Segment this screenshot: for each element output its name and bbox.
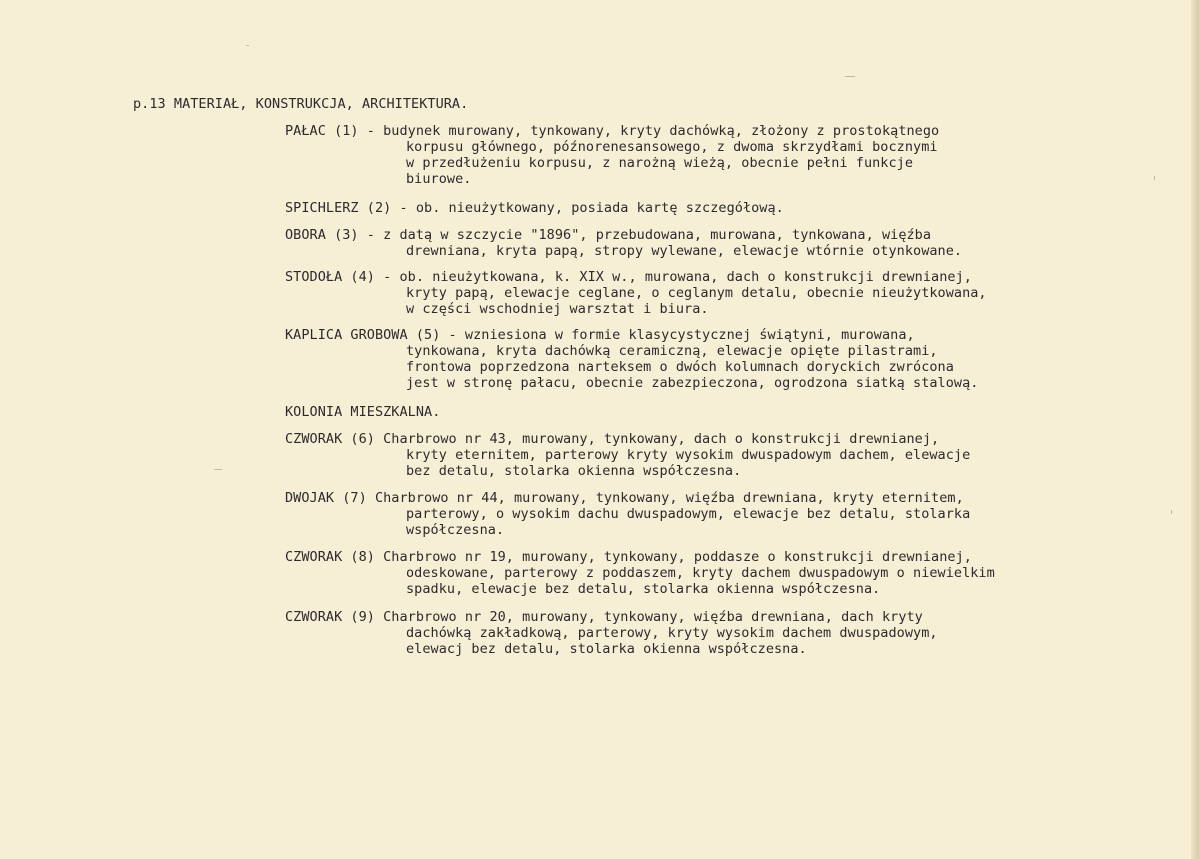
entry-continuation-line: jest w stronę pałacu, obecnie zabezpieczona, ogrodzona siatką stalową.: [406, 375, 979, 391]
entry-continuation-line: spadku, elewacje bez detalu, stolarka okienna współczesna.: [406, 581, 881, 597]
entry-continuation-line: kryty eternitem, parterowy kryty wysokim dwuspadowym dachem, elewacje: [406, 447, 971, 463]
entry-continuation-line: biurowe.: [406, 171, 472, 187]
paper-speck: [214, 469, 222, 470]
entry-continuation-line: w części wschodniej warsztat i biura.: [406, 301, 709, 317]
entry-continuation-line: frontowa poprzedzona narteksem o dwóch kolumnach doryckich zwrócona: [406, 359, 954, 375]
entry-continuation-line: korpusu głównego, późnorenesansowego, z dwoma skrzydłami bocznymi: [406, 139, 938, 155]
entry-first-line: KAPLICA GROBOWA (5) - wzniesiona w formie klasycystycznej świątyni, murowana,: [285, 327, 915, 343]
paper-speck: [1154, 176, 1155, 180]
entry-continuation-line: elewacj bez detalu, stolarka okienna współczesna.: [406, 641, 807, 657]
entry-first-line: OBORA (3) - z datą w szczycie "1896", przebudowana, murowana, tynkowana, więźba: [285, 227, 932, 243]
entry-continuation-line: drewniana, kryta papą, stropy wylewane, elewacje wtórnie otynkowane.: [406, 243, 963, 259]
entry-continuation-line: bez detalu, stolarka okienna współczesna.: [406, 463, 742, 479]
paper-speck: [246, 45, 249, 46]
entry-first-line: PAŁAC (1) - budynek murowany, tynkowany, kryty dachówką, złożony z prostokątnego: [285, 123, 940, 139]
section-heading: p.13 MATERIAŁ, KONSTRUKCJA, ARCHITEKTURA.: [133, 96, 469, 112]
entry-first-line: SPICHLERZ (2) - ob. nieużytkowany, posiada kartę szczegółową.: [285, 200, 784, 216]
entry-continuation-line: współczesna.: [406, 522, 505, 538]
entry-continuation-line: tynkowana, kryta dachówką ceramiczną, elewacje opięte pilastrami,: [406, 343, 938, 359]
entry-continuation-line: dachówką zakładkową, parterowy, kryty wysokim dachem dwuspadowym,: [406, 625, 938, 641]
page-edge: [1191, 0, 1199, 859]
paper-speck: [845, 76, 855, 77]
entry-first-line: DWOJAK (7) Charbrowo nr 44, murowany, tynkowany, więźba drewniana, kryty eternitem,: [285, 490, 964, 506]
entry-continuation-line: parterowy, o wysokim dachu dwuspadowym, elewacje bez detalu, stolarka: [406, 506, 971, 522]
entry-continuation-line: w przedłużeniu korpusu, z narożną wieżą, obecnie pełni funkcje: [406, 155, 914, 171]
entry-continuation-line: kryty papą, elewacje ceglane, o ceglanym detalu, obecnie nieużytkowana,: [406, 285, 987, 301]
entry-continuation-line: odeskowane, parterowy z poddaszem, kryty dachem dwuspadowym o niewielkim: [406, 565, 995, 581]
entry-first-line: CZWORAK (9) Charbrowo nr 20, murowany, tynkowany, więźba drewniana, dach kryty: [285, 609, 923, 625]
entry-first-line: CZWORAK (6) Charbrowo nr 43, murowany, tynkowany, dach o konstrukcji drewnianej,: [285, 431, 940, 447]
entry-first-line: STODOŁA (4) - ob. nieużytkowana, k. XIX w., murowana, dach o konstrukcji drewnianej,: [285, 269, 972, 285]
subsection-heading: KOLONIA MIESZKALNA.: [285, 404, 441, 420]
entry-first-line: CZWORAK (8) Charbrowo nr 19, murowany, tynkowany, poddasze o konstrukcji drewnianej,: [285, 549, 972, 565]
paper-speck: [1171, 510, 1172, 514]
